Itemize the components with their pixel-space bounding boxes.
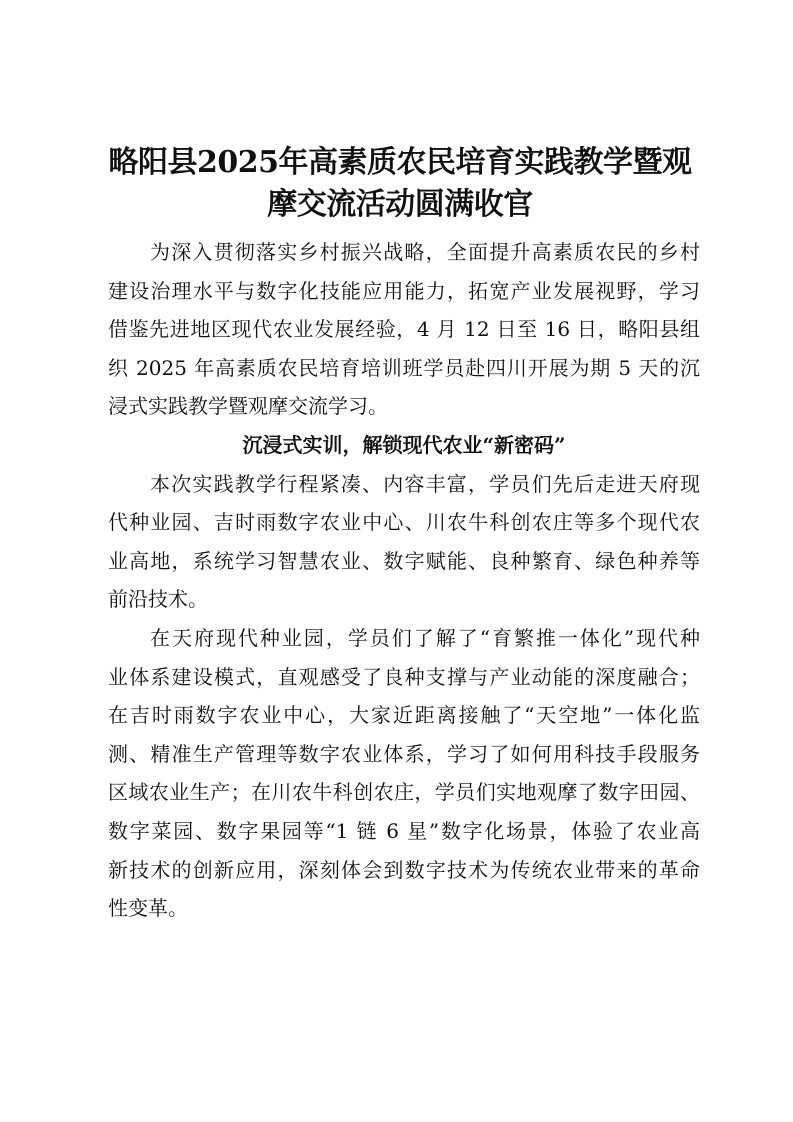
title-line: 摩交流活动圆满收官: [267, 187, 533, 222]
paragraph-intro: [108, 233, 700, 426]
text-line: 建设治理水平与数字化技能应用能力，拓宽产业发展视野，学习: [108, 278, 700, 303]
text-line: 为深入贯彻落实乡村振兴战略，全面提升高素质农民的乡村: [150, 240, 700, 264]
text-line: 测、精准生产管理等数字农业体系，学习了如何用科技手段服务: [108, 741, 700, 766]
text-line: 数字菜园、数字果园等“1 链 6 星”数字化场景，体验了农业高: [108, 818, 700, 843]
article-body: [108, 233, 700, 928]
paragraph-overview: [108, 465, 700, 619]
page-title: [100, 142, 700, 226]
text-line: 前沿技术。: [108, 587, 208, 612]
text-line: 业体系建设模式，直观感受了良种支撑与产业动能的深度融合；: [108, 664, 700, 689]
paragraph-details: [108, 619, 700, 928]
section-heading: 沉浸式实训，解锁现代农业“新密码”: [242, 432, 566, 457]
text-line: 织 2025 年高素质农民培育培训班学员赴四川开展为期 5 天的沉: [108, 355, 700, 380]
text-line: 浸式实践教学暨观摩交流学习。: [108, 394, 388, 419]
text-line: 借鉴先进地区现代农业发展经验，4 月 12 日至 16 日，略阳县组: [108, 317, 700, 342]
text-line: 新技术的创新应用，深刻体会到数字技术为传统农业带来的革命: [108, 857, 700, 882]
title-line: 略阳县2025年高素质农民培育实践教学暨观: [108, 145, 692, 180]
text-line: 在天府现代种业园，学员们了解了“育繁推一体化”现代种: [150, 625, 700, 650]
text-line: 代种业园、吉时雨数字农业中心、川农牛科创农庄等多个现代农: [108, 510, 700, 535]
text-line: 业高地，系统学习智慧农业、数字赋能、良种繁育、绿色种养等: [108, 548, 700, 573]
text-line: 本次实践教学行程紧凑、内容丰富，学员们先后走进天府现: [150, 471, 700, 496]
text-line: 性变革。: [108, 896, 188, 921]
text-line: 区域农业生产；在川农牛科创农庄，学员们实地观摩了数字田园、: [108, 780, 700, 805]
text-line: 在吉时雨数字农业中心，大家近距离接触了“天空地”一体化监: [108, 703, 700, 728]
